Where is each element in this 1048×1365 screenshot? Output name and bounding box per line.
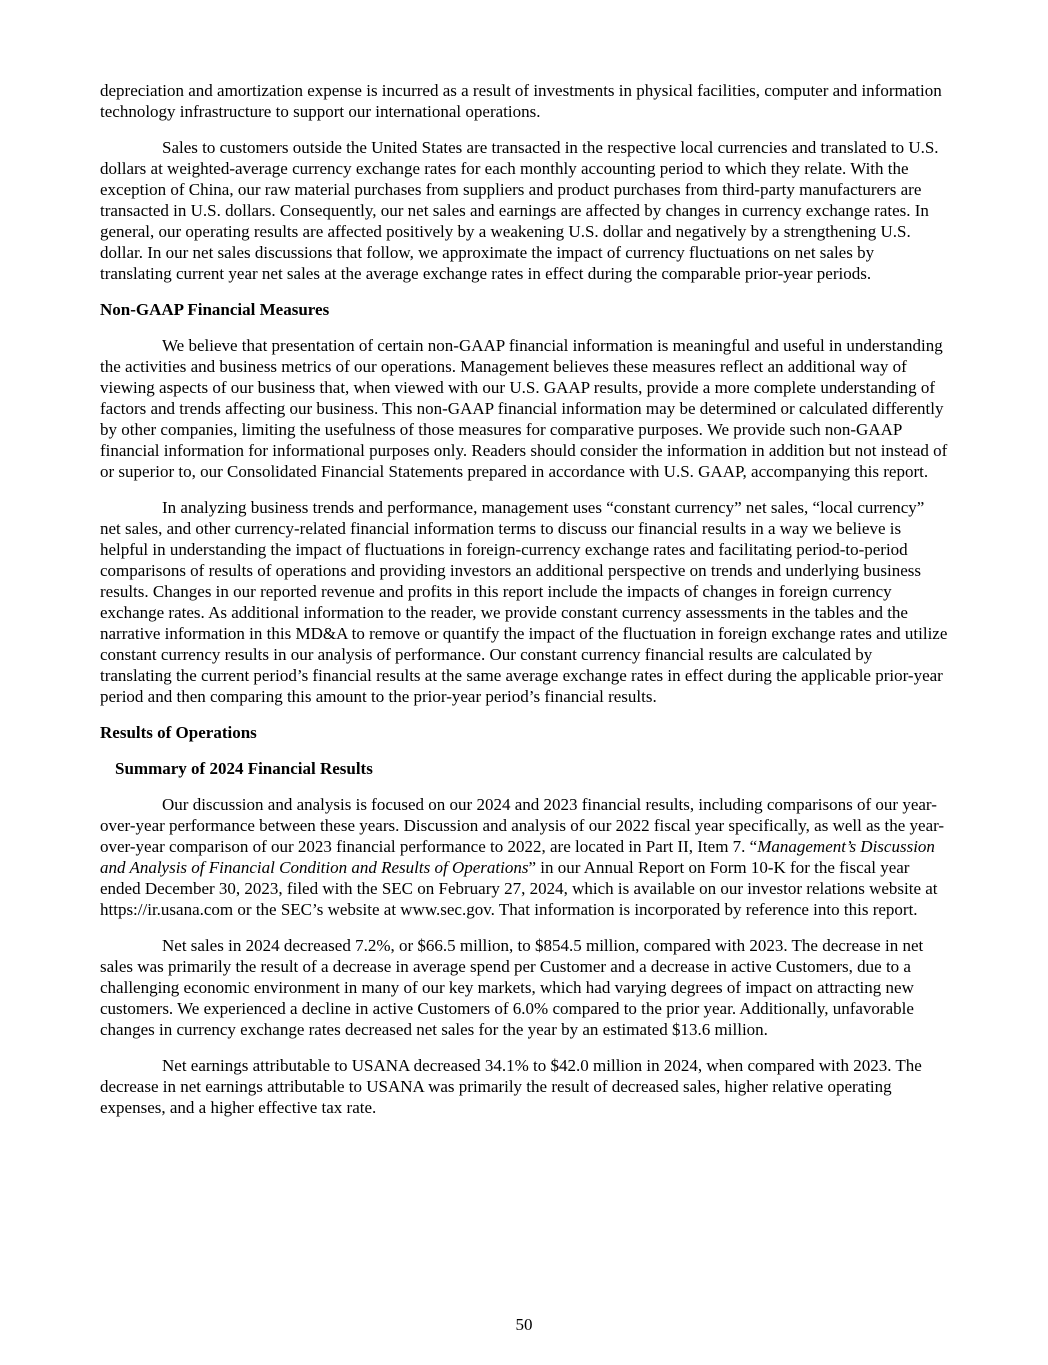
para-constant-currency-analysis: In analyzing business trends and performance, management uses “constant currency” net sales, “local currency” net sales, and other currency-related financial information terms to discuss our financial results in a way we believe is helpful in understanding the impact of fluctuations in foreign-currency exchange rates and facilitating period-to-period comparisons of results of operations and providing investors an additional perspective on trends and underlying business results. Changes in our reported revenue and profits in this report include the impacts of changes in foreign currency exchange rates. As additional information to the reader, we provide constant currency assessments in the tables and the narrative information in this MD&A to remove or quantify the impact of the fluctuation in foreign exchange rates and utilize constant currency results in our analysis of performance. Our constant currency financial results are calculated by translating the current period’s financial results at the same average exchange rates in effect during the applicable prior-year period and then comparing this amount to the prior-year period’s financial results. [100,498,948,706]
para-non-gaap-presentation: We believe that presentation of certain non-GAAP financial information is meaningful and useful in understanding the activities and business metrics of our operations. Management believes these measures reflect an additional way of viewing aspects of our business that, when viewed with our U.S. GAAP results, provide a more complete understanding of factors and trends affecting our business. This non-GAAP financial information may be determined or calculated differently by other companies, limiting the usefulness of those measures for comparative purposes. We provide such non-GAAP financial information for informational purposes only. Readers should consider the information in addition but not instead of or superior to, our Consolidated Financial Statements prepared in accordance with U.S. GAAP, accompanying this report. [100,336,948,481]
heading-results-of-operations: Results of Operations [100,723,257,742]
heading-summary-2024-financial-results: Summary of 2024 Financial Results [115,759,373,778]
para-discussion-focus-tail: ” in our Annual Report on Form 10-K for the fiscal year ended December 30, 2023, filed with the SEC on February 27, 2024, which is available on our investor relations website at https://ir.usana.com or the SEC’s website at www.sec.gov. That information is incorporated by reference into this report. [100,858,938,919]
report-title-italic: Management’s Discussion and Analysis of Financial Condition and Results of Operations [100,837,935,877]
para-net-earnings-2024: Net earnings attributable to USANA decreased 34.1% to $42.0 million in 2024, when compared with 2023. The decrease in net earnings attributable to USANA was primarily the result of decreased sales, higher relative operating expenses, and a higher effective tax rate. [100,1056,922,1117]
para-discussion-focus-lead: Our discussion and analysis is focused on our 2024 and 2023 financial results, including comparisons of our year-over-year performance between these years. Discussion and analysis of our 2022 fiscal year specifically, as well as the year-over-year comparison of our 2023 financial performance to 2022, are located in Part II, Item 7. “ [100,795,945,856]
para-discussion-focus [100,794,948,920]
para-currency-translation: Sales to customers outside the United States are transacted in the respective local currencies and translated to U.S. dollars at weighted-average currency exchange rates for each monthly accounting period to which they relate. With the exception of China, our raw material purchases from suppliers and product purchases from third-party manufacturers are transacted in U.S. dollars. Consequently, our net sales and earnings are affected by changes in currency exchange rates. In general, our operating results are affected positively by a weakening U.S. dollar and negatively by a strengthening U.S. dollar. In our net sales discussions that follow, we approximate the impact of currency fluctuations on net sales by translating current year net sales at the average exchange rates in effect during the comparable prior-year periods. [100,138,939,283]
page-footer [0,1314,1048,1335]
page-number: 50 [515,1315,533,1334]
para-depreciation-continuation: depreciation and amortization expense is incurred as a result of investments in physical facilities, computer and information technology infrastructure to support our international operations. [100,81,942,121]
page-content [100,80,948,1118]
para-net-sales-2024: Net sales in 2024 decreased 7.2%, or $66.5 million, to $854.5 million, compared with 2023. The decrease in net sales was primarily the result of a decrease in average spend per Customer and a decrease in active Customers, due to a challenging economic environment in many of our key markets, which had varying degrees of impact on attracting new customers. We experienced a decline in active Customers of 6.0% compared to the prior year. Additionally, unfavorable changes in currency exchange rates decreased net sales for the year by an estimated $13.6 million. [100,936,924,1039]
heading-non-gaap-financial-measures: Non-GAAP Financial Measures [100,300,330,319]
